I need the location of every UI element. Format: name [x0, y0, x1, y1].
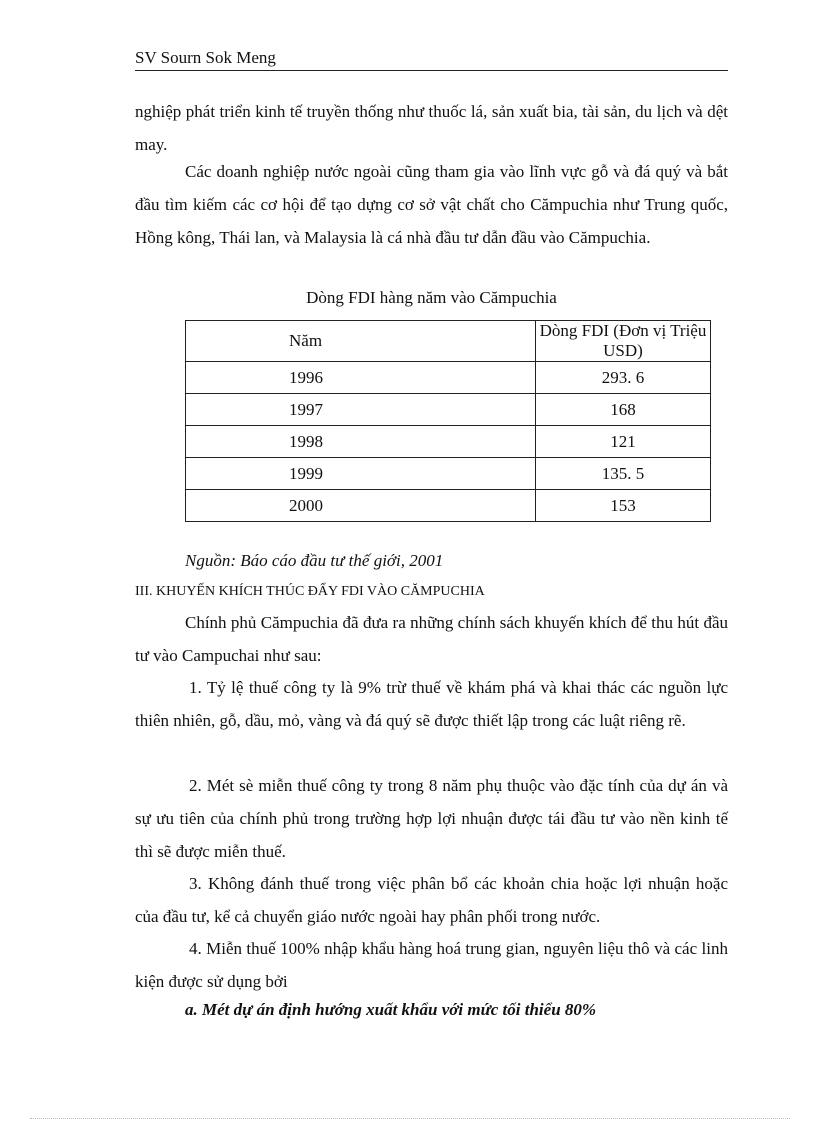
table-source: Nguồn: Báo cáo đầu tư thế giới, 2001	[185, 551, 444, 570]
list-item-3: 3. Không đánh thuế trong việc phân bổ các khoản chia hoặc lợi nhuận hoặc của đầu tư, kể cả chuyển giáo nước ngoài hay phân phối trong nước.	[135, 874, 728, 926]
header-author: SV Sourn Sok Meng	[135, 48, 276, 67]
table-row	[186, 362, 711, 394]
cell-value: 293. 6	[536, 362, 711, 394]
cell-value: 168	[536, 394, 711, 426]
list-item-2: 2. Mét sè miễn thuế công ty trong 8 năm phụ thuộc vào đặc tính của dự án và sự ưu tiên của chính phủ trong trường hợp lợi nhuận được tái đầu tư vào nền kinh tế thì sẽ được miễn thuế.	[135, 776, 728, 861]
intro-paragraph-1: nghiệp phát triển kinh tế truyền thống như thuốc lá, sản xuất bia, tài sản, du lịch và dệt may.	[135, 102, 728, 154]
page-header	[135, 48, 728, 71]
section-paragraph-1: Chính phủ Cămpuchia đã đưa ra những chính sách khuyến khích để thu hút đầu tư vào Campuchai như sau:	[135, 613, 728, 665]
section-heading: III. KHUYẾN KHÍCH THÚC ĐẨY FDI VÀO CĂMPUCHIA	[135, 584, 485, 599]
cell-value: 135. 5	[536, 458, 711, 490]
table-row	[186, 426, 711, 458]
cell-year: 1997	[186, 394, 536, 426]
table-caption: Dòng FDI hàng năm vào Cămpuchia	[306, 288, 557, 307]
header-fdi: Dòng FDI (Đơn vị Triệu USD)	[536, 321, 711, 362]
table-row	[186, 490, 711, 522]
table-row	[186, 394, 711, 426]
cell-year: 1999	[186, 458, 536, 490]
cell-value: 121	[536, 426, 711, 458]
sub-item-a: a. Mét dự án định hướng xuất khẩu với mức tối thiểu 80%	[185, 1000, 597, 1019]
table-header-row	[186, 321, 711, 362]
cell-year: 2000	[186, 490, 536, 522]
header-year: Năm	[186, 321, 536, 362]
fdi-table	[185, 320, 711, 522]
intro-paragraph-2: Các doanh nghiệp nước ngoài cũng tham gia vào lĩnh vực gỗ và đá quý và bắt đầu tìm kiếm các cơ hội để tạo dựng cơ sở vật chất cho Cămpuchia như Trung quốc, Hồng kông, Thái lan, và Malaysia là cá nhà đầu tư dẫn đầu vào Cămpuchia.	[135, 162, 728, 247]
list-item-1: 1. Tỷ lệ thuế công ty là 9% trừ thuế về khám phá và khai thác các nguồn lực thiên nhiên, gỗ, dầu, mỏ, vàng và đá quý sẽ được thiết lập trong các luật riêng rẽ.	[135, 678, 728, 730]
page-bottom-divider	[30, 1118, 790, 1119]
cell-year: 1996	[186, 362, 536, 394]
list-item-4: 4. Miễn thuế 100% nhập khẩu hàng hoá trung gian, nguyên liệu thô và các linh kiện được sử dụng bởi	[135, 939, 728, 991]
table-row	[186, 458, 711, 490]
cell-value: 153	[536, 490, 711, 522]
cell-year: 1998	[186, 426, 536, 458]
